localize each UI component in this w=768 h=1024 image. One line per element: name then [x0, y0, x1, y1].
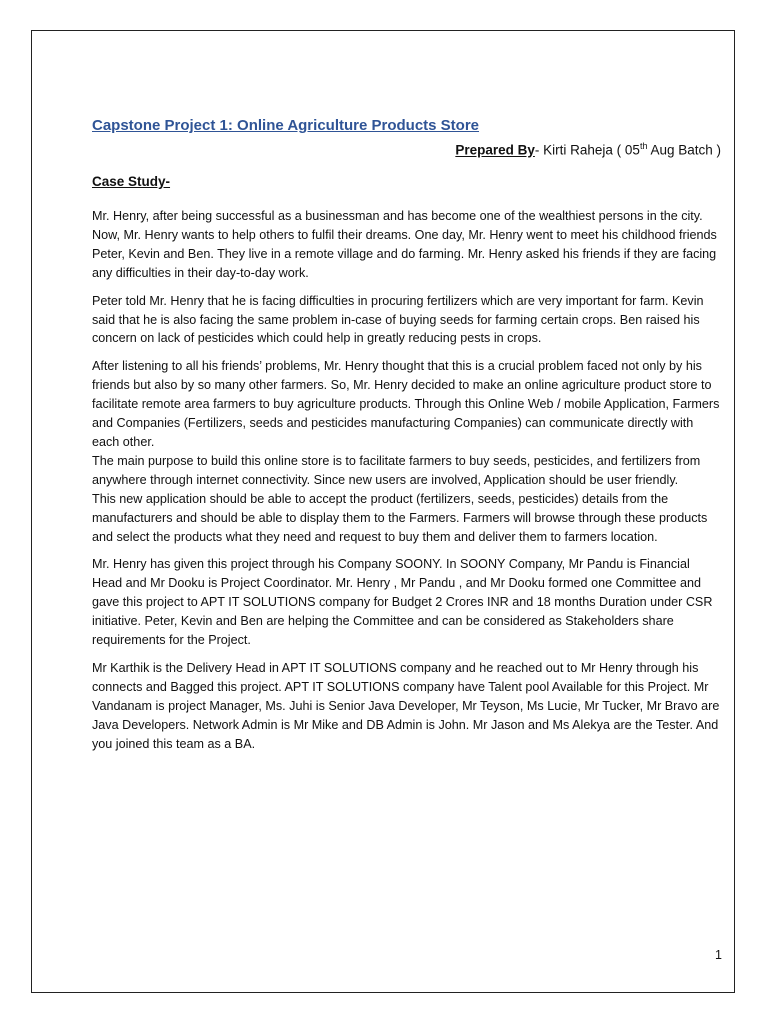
document-title: Capstone Project 1: Online Agriculture Products Store: [92, 117, 480, 134]
paragraph: Peter told Mr. Henry that he is facing difficulties in procuring fertilizers which are very important for farm. Kevin said that he is also facing the same problem in-case of buying seeds for farming certain crops. Ben raised his concern on lack of pesticides which could help in greatly reducing pests in crops.: [92, 293, 704, 346]
paragraph: Mr. Henry has given this project through his Company SOONY. In SOONY Company, Mr Pandu is Financial Head and Mr Dooku is Project Coordinator. Mr. Henry , Mr Pandu , and Mr Dooku formed one Committee and gave this project to APT IT SOLUTIONS company for Budget 2 Crores INR and 18 months Duration under CSR initiative. Peter, Kevin and Ben are helping the Committee and can be considered as Stakeholders share requirements for the Project.: [92, 557, 713, 648]
prepared-by-label: Prepared By: [455, 142, 535, 158]
prepared-by-line: [455, 141, 721, 158]
section-heading: Case Study-: [92, 174, 171, 189]
case-study-body: [92, 207, 722, 762]
paragraph: This new application should be able to accept the product (fertilizers, seeds, pesticides) details from the manufacturers and should be able to display them to the Farmers. Farmers will browse through these products and select the products what they need and request to buy them and deliver them to farmers location.: [92, 491, 708, 544]
batch-suffix: Aug Batch ): [647, 142, 721, 158]
batch-superscript: th: [639, 141, 648, 151]
author-name: - Kirti Raheja ( 05: [534, 142, 640, 158]
paragraph: Mr Karthik is the Delivery Head in APT IT SOLUTIONS company and he reached out to Mr Henry through his connects and Bagged this project. APT IT SOLUTIONS company have Talent pool Available for this Project. Mr Vandanam is project Manager, Ms. Juhi is Senior Java Developer, Mr Teyson, Ms Lucie, Mr Tucker, Mr Bravo are Java Developers. Network Admin is Mr Mike and DB Admin is John. Mr Jason and Ms Alekya are the Tester. And you joined this team as a BA.: [92, 660, 720, 751]
paragraph: The main purpose to build this online store is to facilitate farmers to buy seeds, pesticides, and fertilizers from anywhere through internet connectivity. Since new users are involved, Application should be user friendly.: [92, 453, 701, 487]
page-number: 1: [715, 948, 722, 962]
paragraph: After listening to all his friends’ problems, Mr. Henry thought that this is a crucial problem faced not only by his friends but also by so many other farmers. So, Mr. Henry decided to make an online agriculture product store to facilitate remote area farmers to buy agriculture products. Through this Online Web / mobile Application, Farmers and Companies (Fertilizers, seeds and pesticides manufacturing Companies) can communicate directly with each other.: [92, 359, 720, 449]
paragraph: Mr. Henry, after being successful as a businessman and has become one of the wealthiest persons in the city. Now, Mr. Henry wants to help others to fulfil their dreams. One day, Mr. Henry went to meet his childhood friends Peter, Kevin and Ben. They live in a remote village and do farming. Mr. Henry asked his friends if they are facing any difficulties in their day-to-day work.: [92, 209, 717, 280]
